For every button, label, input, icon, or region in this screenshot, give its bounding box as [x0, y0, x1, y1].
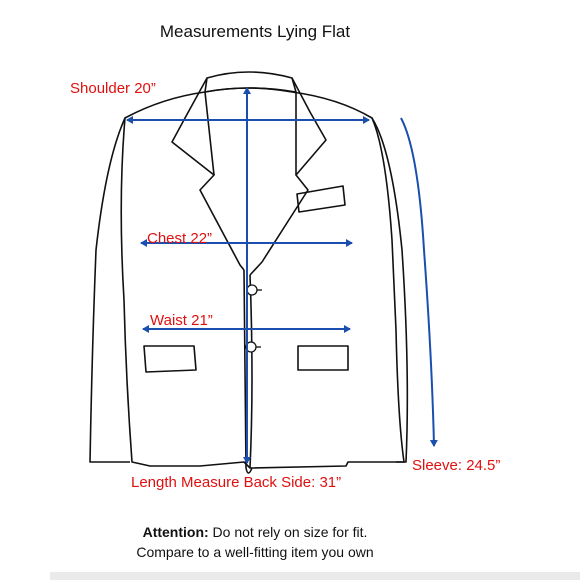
measurement-arrows — [127, 88, 434, 463]
waist-measurement-label: Waist 21” — [150, 312, 213, 329]
attention-label: Attention: — [142, 524, 209, 540]
attention-line-2: Compare to a well-fitting item you own — [136, 544, 374, 560]
bottom-bar — [50, 572, 580, 580]
sleeve-arrow — [401, 118, 434, 446]
buttons — [246, 285, 262, 352]
jacket-outline — [90, 72, 407, 473]
sleeve-measurement-label: Sleeve: 24.5” — [412, 457, 501, 474]
attention-note — [0, 522, 510, 562]
length-measurement-label: Length Measure Back Side: 31” — [131, 474, 342, 491]
button-upper — [247, 285, 257, 295]
attention-line-1 — [0, 522, 510, 542]
chest-measurement-label: Chest 22” — [147, 230, 213, 247]
page-title: Measurements Lying Flat — [159, 22, 351, 41]
shoulder-measurement-label: Shoulder 20” — [70, 80, 156, 97]
attention-text: Do not rely on size for fit. — [208, 524, 368, 540]
